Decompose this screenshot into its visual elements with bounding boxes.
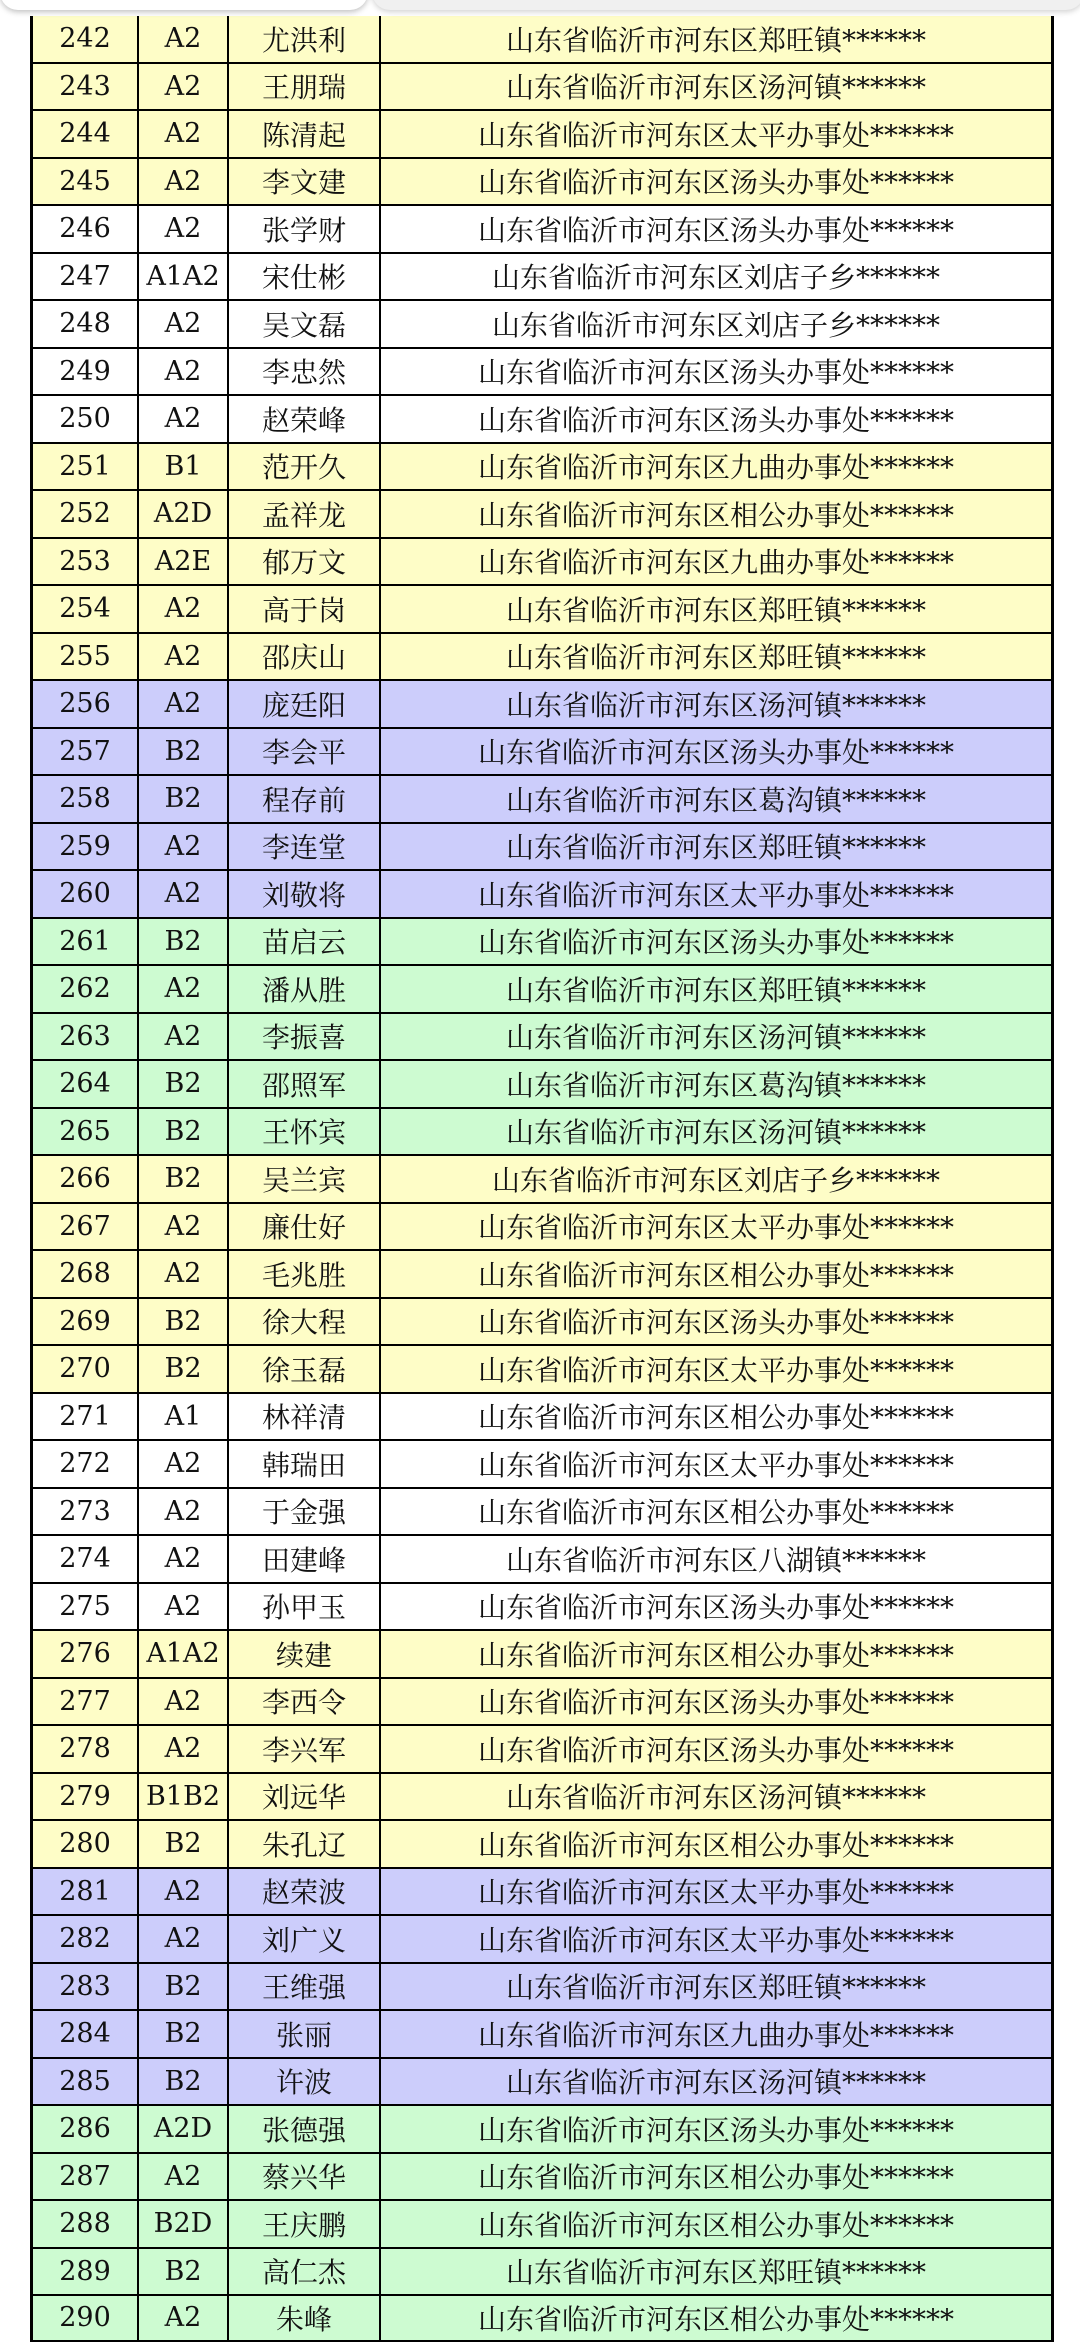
address-cell: 山东省临沂市河东区汤头办事处****** (477, 1686, 954, 1720)
address-cell: 山东省临沂市河东区八湖镇****** (505, 1543, 926, 1577)
row-number-cell: 290 (33, 2296, 139, 2340)
row-number-cell: 266 (33, 1156, 139, 1202)
license-class-cell: A2 (139, 64, 229, 110)
row-number-cell: 281 (33, 1869, 139, 1915)
table-row (33, 347, 1051, 395)
name-cell: 王怀宾 (229, 1109, 381, 1155)
address-cell: 山东省临沂市河东区太平办事处****** (477, 1211, 954, 1245)
table-row (33, 774, 1051, 822)
row-number-cell: 271 (33, 1394, 139, 1440)
address-cell: 山东省临沂市河东区相公办事处****** (477, 2161, 954, 2195)
name-cell: 郁万文 (229, 539, 381, 585)
row-number-cell: 251 (33, 444, 139, 490)
address-cell: 山东省临沂市河东区汤河镇****** (505, 1116, 926, 1150)
license-class-cell: B2 (139, 2249, 229, 2295)
table-row (33, 2199, 1051, 2247)
name-cell: 赵荣峰 (229, 396, 381, 442)
license-class-cell: A2 (139, 1679, 229, 1725)
license-class-cell: B2 (139, 729, 229, 775)
row-number-cell: 256 (33, 681, 139, 727)
name-cell: 李连堂 (229, 824, 381, 870)
address-cell: 山东省临沂市河东区九曲办事处****** (477, 451, 954, 485)
license-class-cell: A2 (139, 396, 229, 442)
license-class-cell: A2 (139, 206, 229, 252)
row-number-cell: 275 (33, 1584, 139, 1630)
address-cell: 山东省临沂市河东区刘店子乡****** (491, 308, 940, 342)
row-number-cell: 245 (33, 159, 139, 205)
address-cell: 山东省临沂市河东区相公办事处****** (477, 498, 954, 532)
table-row (33, 1154, 1051, 1202)
license-class-cell: B2 (139, 2059, 229, 2105)
table-row (33, 109, 1051, 157)
license-class-cell: B2D (139, 2201, 229, 2247)
address-cell: 山东省临沂市河东区刘店子乡****** (491, 261, 940, 295)
license-class-cell: B2 (139, 2011, 229, 2057)
license-class-cell: A2 (139, 2154, 229, 2200)
name-cell: 朱孔辽 (229, 1821, 381, 1867)
address-cell: 山东省临沂市河东区九曲办事处****** (477, 546, 954, 580)
table-row (33, 2294, 1051, 2342)
table-row (33, 1392, 1051, 1440)
table-row (33, 252, 1051, 300)
table-row (33, 1629, 1051, 1677)
table-row (33, 2104, 1051, 2152)
license-class-cell: A1A2 (139, 254, 229, 300)
license-class-cell: A2 (139, 2296, 229, 2340)
address-cell: 山东省临沂市河东区汤头办事处****** (477, 403, 954, 437)
license-class-cell: B1 (139, 444, 229, 490)
address-cell: 山东省临沂市河东区郑旺镇****** (505, 2256, 926, 2290)
license-class-cell: B2 (139, 919, 229, 965)
name-cell: 王维强 (229, 1964, 381, 2010)
name-cell: 苗启云 (229, 919, 381, 965)
address-cell: 山东省临沂市河东区相公办事处****** (477, 2302, 954, 2336)
row-number-cell: 278 (33, 1726, 139, 1772)
license-class-cell: B2 (139, 1346, 229, 1392)
license-class-cell: A1A2 (139, 1631, 229, 1677)
row-number-cell: 273 (33, 1489, 139, 1535)
table-row (33, 2152, 1051, 2200)
address-cell: 山东省临沂市河东区太平办事处****** (477, 1876, 954, 1910)
table-row (33, 537, 1051, 585)
table-row (33, 2009, 1051, 2057)
license-class-cell: B2 (139, 1299, 229, 1345)
license-class-cell: A2 (139, 301, 229, 347)
name-cell: 刘远华 (229, 1774, 381, 1820)
address-cell: 山东省临沂市河东区葛沟镇****** (505, 783, 926, 817)
table-row (33, 1867, 1051, 1915)
name-cell: 高仁杰 (229, 2249, 381, 2295)
name-cell: 张丽 (229, 2011, 381, 2057)
license-class-cell: A2 (139, 16, 229, 62)
table-row (33, 964, 1051, 1012)
name-cell: 刘敬将 (229, 871, 381, 917)
name-cell: 续建 (229, 1631, 381, 1677)
name-cell: 廉仕好 (229, 1204, 381, 1250)
table-row (33, 917, 1051, 965)
address-cell: 山东省临沂市河东区刘店子乡****** (491, 1163, 940, 1197)
row-number-cell: 269 (33, 1299, 139, 1345)
table-row (33, 632, 1051, 680)
table-row (33, 299, 1051, 347)
name-cell: 陈清起 (229, 111, 381, 157)
license-class-cell: B2 (139, 1156, 229, 1202)
address-cell: 山东省临沂市河东区郑旺镇****** (505, 831, 926, 865)
table-row (33, 869, 1051, 917)
license-class-cell: A2 (139, 1251, 229, 1297)
row-number-cell: 285 (33, 2059, 139, 2105)
table-row (33, 1202, 1051, 1250)
row-number-cell: 277 (33, 1679, 139, 1725)
license-class-cell: B1B2 (139, 1774, 229, 1820)
row-number-cell: 259 (33, 824, 139, 870)
row-number-cell: 284 (33, 2011, 139, 2057)
address-cell: 山东省临沂市河东区汤河镇****** (505, 1021, 926, 1055)
license-class-cell: A2 (139, 966, 229, 1012)
table-row (33, 1819, 1051, 1867)
name-cell: 毛兆胜 (229, 1251, 381, 1297)
license-class-cell: A2 (139, 111, 229, 157)
row-number-cell: 264 (33, 1061, 139, 1107)
address-cell: 山东省临沂市河东区汤头办事处****** (477, 1306, 954, 1340)
address-cell: 山东省临沂市河东区太平办事处****** (477, 1353, 954, 1387)
license-class-cell: B2 (139, 1964, 229, 2010)
name-cell: 李会平 (229, 729, 381, 775)
table-row (33, 584, 1051, 632)
address-cell: 山东省临沂市河东区相公办事处****** (477, 1258, 954, 1292)
name-cell: 张学财 (229, 206, 381, 252)
row-number-cell: 262 (33, 966, 139, 1012)
address-cell: 山东省临沂市河东区汤头办事处****** (477, 1733, 954, 1767)
row-number-cell: 252 (33, 491, 139, 537)
name-cell: 王庆鹏 (229, 2201, 381, 2247)
name-cell: 范开久 (229, 444, 381, 490)
table-row (33, 62, 1051, 110)
license-class-cell: A2 (139, 1536, 229, 1582)
address-cell: 山东省临沂市河东区九曲办事处****** (477, 2018, 954, 2052)
address-cell: 山东省临沂市河东区汤河镇****** (505, 688, 926, 722)
table-row (33, 1582, 1051, 1630)
license-class-cell: B2 (139, 776, 229, 822)
address-cell: 山东省临沂市河东区汤头办事处****** (477, 213, 954, 247)
address-cell: 山东省临沂市河东区郑旺镇****** (505, 973, 926, 1007)
license-class-cell: A2 (139, 159, 229, 205)
row-number-cell: 253 (33, 539, 139, 585)
address-cell: 山东省临沂市河东区太平办事处****** (477, 1448, 954, 1482)
license-class-cell: A2E (139, 539, 229, 585)
address-cell: 山东省临沂市河东区汤头办事处****** (477, 926, 954, 960)
name-cell: 李西令 (229, 1679, 381, 1725)
name-cell: 张德强 (229, 2106, 381, 2152)
top-tab-strip (0, 0, 1080, 16)
license-class-cell: A2 (139, 1584, 229, 1630)
row-number-cell: 261 (33, 919, 139, 965)
address-cell: 山东省临沂市河东区太平办事处****** (477, 1923, 954, 1957)
license-class-cell: A2 (139, 349, 229, 395)
table-row (33, 442, 1051, 490)
address-cell: 山东省临沂市河东区相公办事处****** (477, 1401, 954, 1435)
address-cell: 山东省临沂市河东区相公办事处****** (477, 1496, 954, 1530)
name-cell: 尤洪利 (229, 16, 381, 62)
address-cell: 山东省临沂市河东区汤头办事处****** (477, 736, 954, 770)
name-cell: 潘从胜 (229, 966, 381, 1012)
tab-inactive[interactable] (372, 0, 1080, 10)
address-cell: 山东省临沂市河东区汤头办事处****** (477, 166, 954, 200)
license-class-cell: A2 (139, 1489, 229, 1535)
table-row (33, 1439, 1051, 1487)
row-number-cell: 265 (33, 1109, 139, 1155)
row-number-cell: 287 (33, 2154, 139, 2200)
row-number-cell: 243 (33, 64, 139, 110)
table-row (33, 1914, 1051, 1962)
license-class-cell: A2 (139, 586, 229, 632)
license-class-cell: B2 (139, 1821, 229, 1867)
license-class-cell: A2 (139, 634, 229, 680)
address-cell: 山东省临沂市河东区汤头办事处****** (477, 1591, 954, 1625)
row-number-cell: 250 (33, 396, 139, 442)
table-row (33, 394, 1051, 442)
row-number-cell: 246 (33, 206, 139, 252)
name-cell: 邵庆山 (229, 634, 381, 680)
name-cell: 庞廷阳 (229, 681, 381, 727)
name-cell: 李忠然 (229, 349, 381, 395)
address-cell: 山东省临沂市河东区太平办事处****** (477, 118, 954, 152)
row-number-cell: 286 (33, 2106, 139, 2152)
row-number-cell: 255 (33, 634, 139, 680)
name-cell: 宋仕彬 (229, 254, 381, 300)
license-class-cell: A2 (139, 681, 229, 727)
address-cell: 山东省临沂市河东区相公办事处****** (477, 1638, 954, 1672)
table-row (33, 727, 1051, 775)
row-number-cell: 242 (33, 16, 139, 62)
name-cell: 赵荣波 (229, 1869, 381, 1915)
license-record-table (30, 14, 1054, 2342)
table-row (33, 1677, 1051, 1725)
address-cell: 山东省临沂市河东区相公办事处****** (477, 1828, 954, 1862)
name-cell: 李振喜 (229, 1014, 381, 1060)
table-row (33, 1962, 1051, 2010)
table-row (33, 1297, 1051, 1345)
address-cell: 山东省临沂市河东区太平办事处****** (477, 878, 954, 912)
address-cell: 山东省临沂市河东区汤头办事处****** (477, 2113, 954, 2147)
row-number-cell: 274 (33, 1536, 139, 1582)
row-number-cell: 289 (33, 2249, 139, 2295)
address-cell: 山东省临沂市河东区汤河镇****** (505, 71, 926, 105)
name-cell: 林祥清 (229, 1394, 381, 1440)
row-number-cell: 254 (33, 586, 139, 632)
table-row (33, 1249, 1051, 1297)
name-cell: 邵照军 (229, 1061, 381, 1107)
table-row (33, 1487, 1051, 1535)
name-cell: 于金强 (229, 1489, 381, 1535)
row-number-cell: 268 (33, 1251, 139, 1297)
table-row (33, 1059, 1051, 1107)
name-cell: 韩瑞田 (229, 1441, 381, 1487)
name-cell: 王朋瑞 (229, 64, 381, 110)
license-class-cell: A2D (139, 491, 229, 537)
row-number-cell: 263 (33, 1014, 139, 1060)
name-cell: 李兴军 (229, 1726, 381, 1772)
row-number-cell: 282 (33, 1916, 139, 1962)
address-cell: 山东省临沂市河东区汤河镇****** (505, 2066, 926, 2100)
table-row (33, 157, 1051, 205)
table-row (33, 2247, 1051, 2295)
row-number-cell: 276 (33, 1631, 139, 1677)
row-number-cell: 267 (33, 1204, 139, 1250)
address-cell: 山东省临沂市河东区郑旺镇****** (505, 641, 926, 675)
address-cell: 山东省临沂市河东区汤河镇****** (505, 1781, 926, 1815)
table-row (33, 1107, 1051, 1155)
license-class-cell: A2 (139, 824, 229, 870)
address-cell: 山东省临沂市河东区郑旺镇****** (505, 593, 926, 627)
name-cell: 孙甲玉 (229, 1584, 381, 1630)
name-cell: 孟祥龙 (229, 491, 381, 537)
address-cell: 山东省临沂市河东区汤头办事处****** (477, 356, 954, 390)
license-class-cell: B2 (139, 1109, 229, 1155)
row-number-cell: 272 (33, 1441, 139, 1487)
license-class-cell: A2 (139, 1916, 229, 1962)
license-class-cell: A2 (139, 1204, 229, 1250)
license-class-cell: A2D (139, 2106, 229, 2152)
row-number-cell: 249 (33, 349, 139, 395)
license-class-cell: A1 (139, 1394, 229, 1440)
address-cell: 山东省临沂市河东区郑旺镇****** (505, 23, 926, 57)
row-number-cell: 257 (33, 729, 139, 775)
row-number-cell: 260 (33, 871, 139, 917)
row-number-cell: 283 (33, 1964, 139, 2010)
row-number-cell: 258 (33, 776, 139, 822)
name-cell: 吴兰宾 (229, 1156, 381, 1202)
name-cell: 吴文磊 (229, 301, 381, 347)
table-row (33, 2057, 1051, 2105)
name-cell: 徐玉磊 (229, 1346, 381, 1392)
tab-active[interactable] (0, 0, 368, 10)
address-cell: 山东省临沂市河东区葛沟镇****** (505, 1068, 926, 1102)
name-cell: 徐大程 (229, 1299, 381, 1345)
license-class-cell: B2 (139, 1061, 229, 1107)
table-row (33, 1012, 1051, 1060)
address-cell: 山东省临沂市河东区郑旺镇****** (505, 1971, 926, 2005)
license-class-cell: A2 (139, 1869, 229, 1915)
table-row (33, 1344, 1051, 1392)
license-class-cell: A2 (139, 1014, 229, 1060)
row-number-cell: 279 (33, 1774, 139, 1820)
table-row (33, 822, 1051, 870)
name-cell: 李文建 (229, 159, 381, 205)
table-row (33, 204, 1051, 252)
license-class-cell: A2 (139, 871, 229, 917)
row-number-cell: 244 (33, 111, 139, 157)
address-cell: 山东省临沂市河东区相公办事处****** (477, 2208, 954, 2242)
row-number-cell: 288 (33, 2201, 139, 2247)
name-cell: 高于岗 (229, 586, 381, 632)
table-row (33, 489, 1051, 537)
name-cell: 刘广义 (229, 1916, 381, 1962)
name-cell: 朱峰 (229, 2296, 381, 2340)
row-number-cell: 248 (33, 301, 139, 347)
table-row (33, 1534, 1051, 1582)
name-cell: 田建峰 (229, 1536, 381, 1582)
license-class-cell: A2 (139, 1726, 229, 1772)
name-cell: 蔡兴华 (229, 2154, 381, 2200)
table-row (33, 1772, 1051, 1820)
table-row (33, 1724, 1051, 1772)
row-number-cell: 270 (33, 1346, 139, 1392)
row-number-cell: 247 (33, 254, 139, 300)
name-cell: 程存前 (229, 776, 381, 822)
table-row (33, 679, 1051, 727)
license-class-cell: A2 (139, 1441, 229, 1487)
name-cell: 许波 (229, 2059, 381, 2105)
table-row (33, 14, 1051, 62)
row-number-cell: 280 (33, 1821, 139, 1867)
